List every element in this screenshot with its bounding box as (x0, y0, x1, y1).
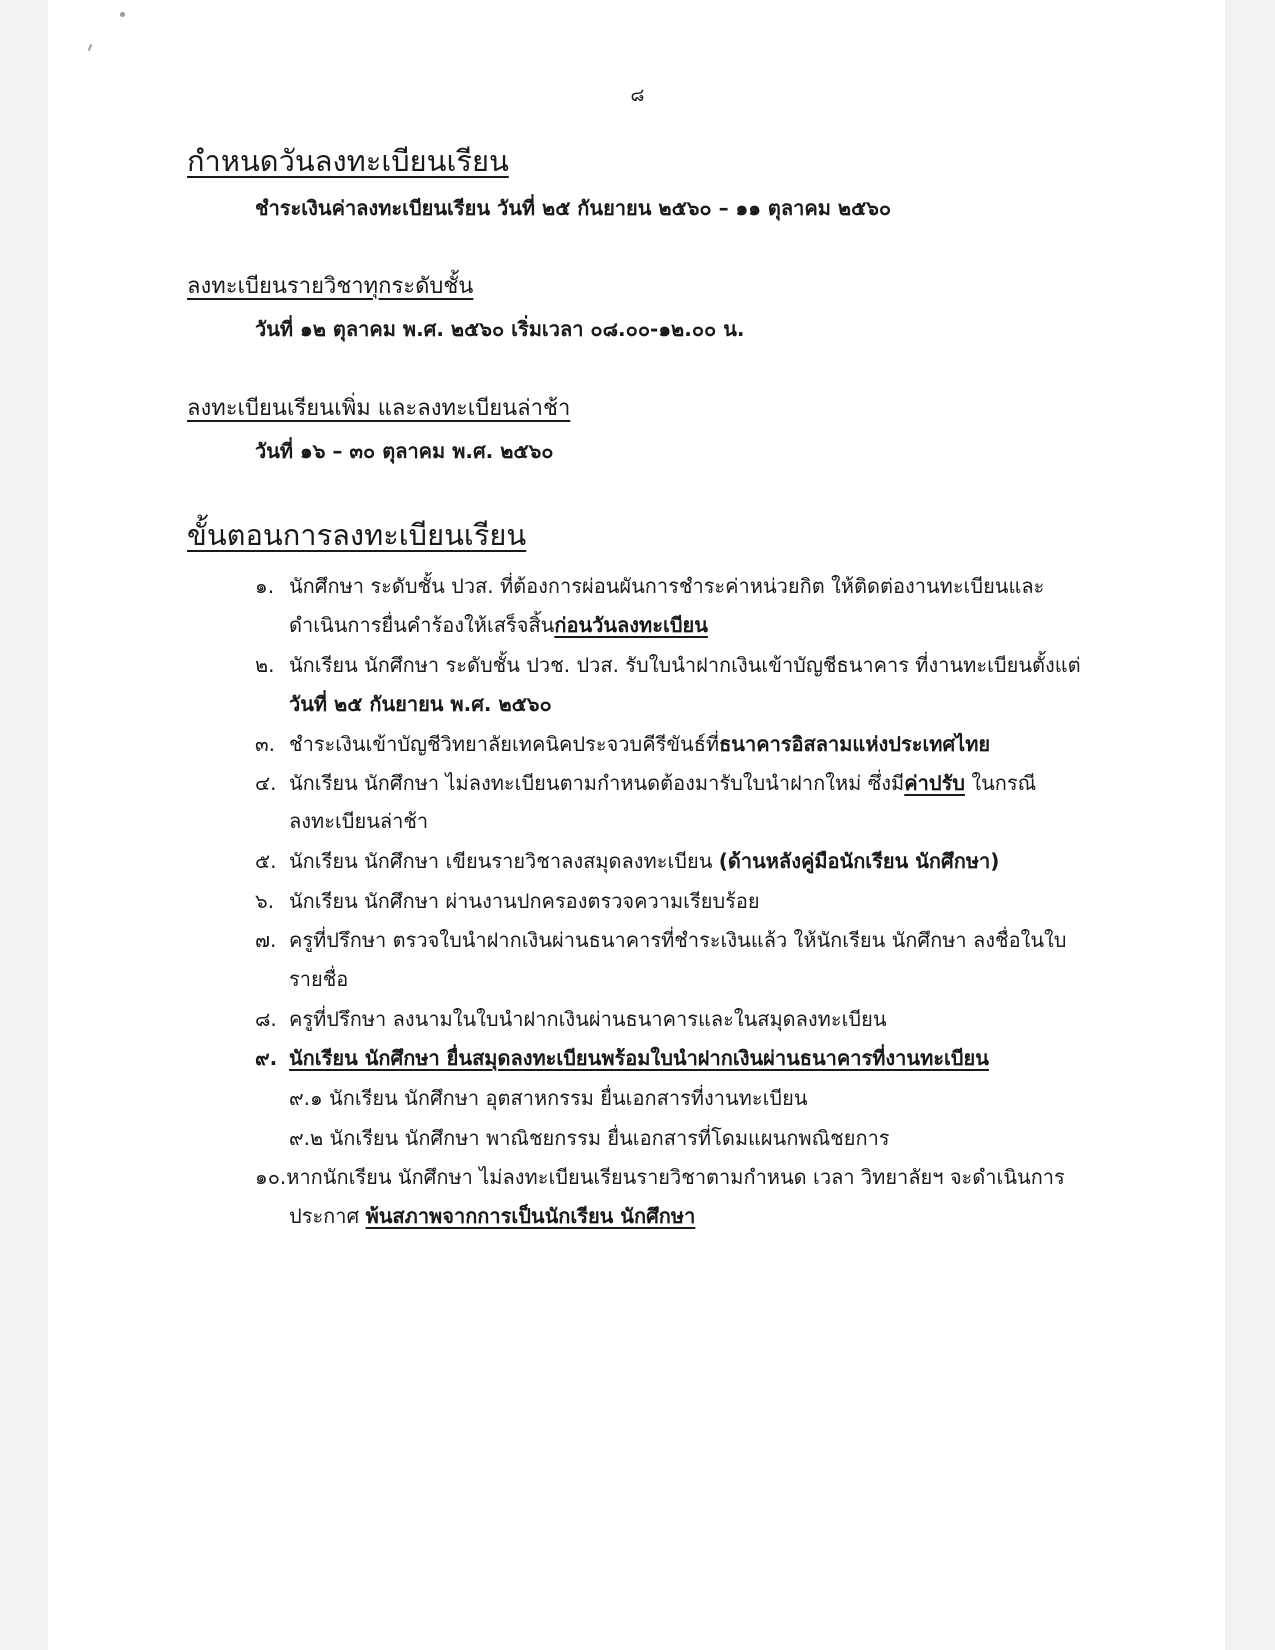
step-number: ๕. (255, 849, 277, 873)
step-text: นักเรียน นักศึกษา ผ่านงานปกครองตรวจความเรียบร้อย (289, 889, 760, 913)
step-7 (255, 924, 1066, 956)
registration-dates-heading: กำหนดวันลงทะเบียนเรียน (187, 144, 509, 178)
registration-steps-heading: ขั้นตอนการลงทะเบียนเรียน (187, 518, 527, 552)
step-number: ๘. (255, 1007, 277, 1031)
step-text: นักเรียน นักศึกษา ไม่ลงทะเบียนตามกำหนดต้องมารับใบนำฝากใหม่ ซึ่งมี (289, 771, 905, 795)
step-text: นักศึกษา ระดับชั้น ปวส. ที่ต้องการผ่อนผันการชำระค่าหน่วยกิต ให้ติดต่องานทะเบียนและ (289, 574, 1045, 598)
step-10: ๑๐.หากนักเรียน นักศึกษา ไม่ลงทะเบียนเรียนรายวิชาตามกำหนด เวลา วิทยาลัยฯ จะดำเนินการ (255, 1165, 1065, 1189)
step-2 (255, 649, 1081, 681)
course-registration-heading: ลงทะเบียนรายวิชาทุกระดับชั้น (187, 274, 474, 299)
step-text: ชำระเงินเข้าบัญชีวิทยาลัยเทคนิคประจวบคีรีขันธ์ที่ (289, 732, 720, 756)
step-text: นักเรียน นักศึกษา เขียนรายวิชาลงสมุดลงทะเบียน (289, 849, 719, 873)
step-number: ๖. (255, 889, 275, 913)
step-6 (255, 885, 760, 917)
step-text: ในกรณี (964, 771, 1037, 795)
step-number: ๑. (255, 574, 275, 598)
step-1 (255, 570, 1044, 602)
course-registration-date: วันที่ ๑๒ ตุลาคม พ.ศ. ๒๕๖๐ เริ่มเวลา ๐๘.๐๐-๑๒.๐๐ น. (255, 317, 745, 341)
step-3 (255, 728, 990, 760)
fine-emphasis: ค่าปรับ (904, 771, 965, 795)
step-text: นักเรียน นักศึกษา ระดับชั้น ปวช. ปวส. รับใบนำฝากเงินเข้าบัญชีธนาคาร ที่งานทะเบียนตั้งแต่ (289, 653, 1081, 677)
step-5 (255, 845, 999, 877)
step-9-1: ๙.๑ นักเรียน นักศึกษา อุตสาหกรรม ยื่นเอกสารที่งานทะเบียน (289, 1086, 808, 1110)
step-number: ๒. (255, 653, 275, 677)
step-text: ประกาศ (289, 1204, 366, 1228)
late-registration-date: วันที่ ๑๖ – ๓๐ ตุลาคม พ.ศ. ๒๕๖๐ (255, 439, 554, 463)
bank-name: ธนาคารอิสลามแห่งประเทศไทย (719, 732, 991, 756)
page-number: ๘ (630, 85, 645, 106)
payment-dates-line: ชำระเงินค่าลงทะเบียนเรียน วันที่ ๒๕ กันยายน ๒๕๖๐ – ๑๑ ตุลาคม ๒๕๖๐ (255, 196, 892, 220)
step-number: ๓. (255, 732, 276, 756)
before-registration-emphasis: ก่อนวันลงทะเบียน (554, 613, 708, 637)
step-number: ๔. (255, 771, 277, 795)
step-4-continued: ลงทะเบียนล่าช้า (289, 809, 429, 833)
step-9-2: ๙.๒ นักเรียน นักศึกษา พาณิชยกรรม ยื่นเอกสารที่โดมแผนกพณิชยการ (289, 1126, 890, 1150)
step-2-date: วันที่ ๒๕ กันยายน พ.ศ. ๒๕๖๐ (289, 692, 552, 716)
step-1-continued (289, 609, 708, 641)
step-4 (255, 767, 1036, 799)
step-7-continued: รายชื่อ (289, 967, 349, 991)
step-9 (255, 1042, 989, 1074)
document-page (48, 0, 1225, 1650)
scan-speck (120, 12, 125, 17)
step-number: ๗. (255, 928, 277, 952)
step-8 (255, 1003, 887, 1035)
late-registration-heading: ลงทะเบียนเรียนเพิ่ม และลงทะเบียนล่าช้า (187, 396, 571, 421)
handbook-note: (ด้านหลังคู่มือนักเรียน นักศึกษา) (718, 849, 1000, 873)
step-number: ๙. (255, 1046, 278, 1070)
step-text: ครูที่ปรึกษา ลงนามในใบนำฝากเงินผ่านธนาคารและในสมุดลงทะเบียน (289, 1007, 887, 1031)
step-text: ดำเนินการยื่นคำร้องให้เสร็จสิ้น (289, 613, 555, 637)
step-10-continued (289, 1200, 695, 1232)
dismissal-emphasis: พ้นสภาพจากการเป็นนักเรียน นักศึกษา (365, 1204, 696, 1228)
step-text: นักเรียน นักศึกษา ยื่นสมุดลงทะเบียนพร้อมใบนำฝากเงินผ่านธนาคารที่งานทะเบียน (289, 1046, 989, 1070)
step-text: ครูที่ปรึกษา ตรวจใบนำฝากเงินผ่านธนาคารที่ชำระเงินแล้ว ให้นักเรียน นักศึกษา ลงชื่อในใบ (289, 928, 1067, 952)
